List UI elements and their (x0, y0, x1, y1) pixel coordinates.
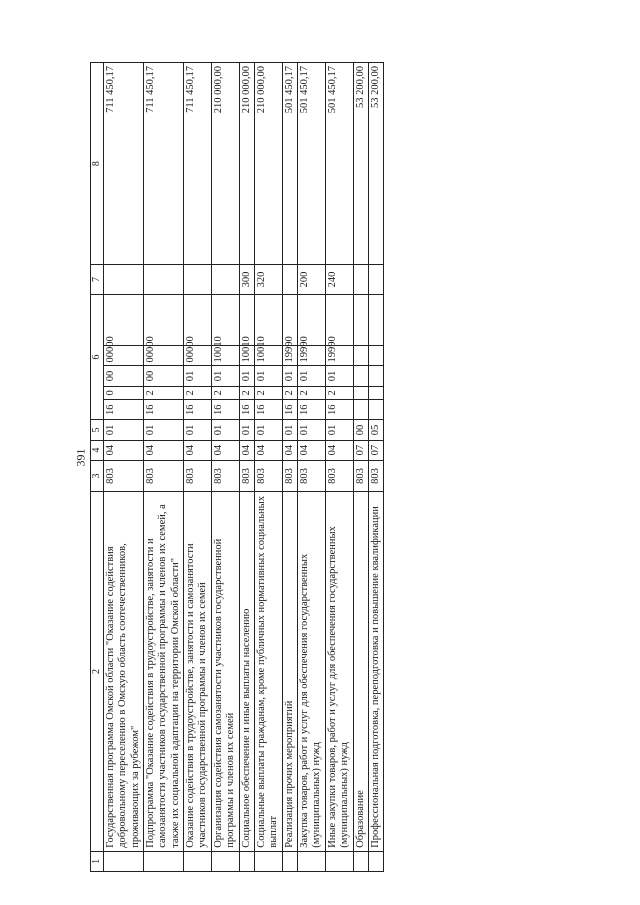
row-col-3: 803 (254, 460, 282, 491)
row-col-6-part-1: 16 (298, 400, 326, 420)
row-col-4: 07 (368, 440, 383, 460)
rotated-table-content (90, 62, 570, 872)
row-col-6-part-1: 16 (239, 400, 254, 420)
row-col-7 (353, 265, 368, 294)
row-col-6-part-1: 16 (184, 400, 212, 420)
row-col-6-part-2: 2 (239, 386, 254, 399)
row-col-3: 803 (298, 460, 326, 491)
row-col-6-part-1: 16 (325, 400, 353, 420)
row-col-7 (184, 265, 212, 294)
row-col-4: 04 (282, 440, 297, 460)
cell-col-1 (143, 851, 183, 871)
row-description: Закупка товаров, работ и услуг для обеспечения государственных (муниципальных) нужд (298, 492, 326, 852)
row-col-5: 01 (254, 420, 282, 440)
row-col-6-part-2: 0 (103, 386, 143, 399)
table-row (282, 63, 297, 872)
row-col-6-part-4: 19990 (325, 346, 353, 366)
row-col-5: 01 (298, 420, 326, 440)
row-col-6-part-2: 2 (298, 386, 326, 399)
row-col-4: 04 (103, 440, 143, 460)
row-col-7 (143, 265, 183, 294)
row-col-6-spacer (353, 294, 368, 346)
row-amount: 501 450,17 (298, 63, 326, 265)
header-col-1: 1 (91, 851, 104, 871)
row-col-7: 200 (298, 265, 326, 294)
cell-col-1 (103, 851, 143, 871)
row-col-7 (211, 265, 239, 294)
row-col-6-part-3: 01 (254, 366, 282, 386)
row-col-7 (103, 265, 143, 294)
row-col-6-part-4 (368, 346, 383, 366)
row-col-3: 803 (143, 460, 183, 491)
row-description: Социальное обеспечение и иные выплаты населению (239, 492, 254, 852)
row-col-5: 01 (282, 420, 297, 440)
page-number: 391 (73, 448, 88, 467)
row-description: Подпрограмма "Оказание содействия в трудоустройстве, занятости и самозанятости участников государственной программы и членов их семей, а также их социальной адаптации на территории Омской области" (143, 492, 183, 852)
rotated-table-frame (90, 62, 570, 872)
row-description: Социальные выплаты гражданам, кроме публичных нормативных социальных выплат (254, 492, 282, 852)
row-amount: 711 450,17 (103, 63, 143, 265)
header-col-7: 7 (91, 265, 104, 294)
header-col-2: 2 (91, 492, 104, 852)
row-col-6-part-2 (353, 386, 368, 399)
row-col-5: 01 (143, 420, 183, 440)
row-description: Оказание содействия в трудоустройстве, занятости и самозанятости участников государственной программы и членов их семей (184, 492, 212, 852)
row-col-6-part-3: 00 (103, 366, 143, 386)
header-col-8: 8 (91, 63, 104, 265)
cell-col-1 (298, 851, 326, 871)
row-col-6-part-1 (353, 400, 368, 420)
row-col-6-part-3: 01 (325, 366, 353, 386)
row-col-4: 04 (298, 440, 326, 460)
table-header-row (91, 63, 104, 872)
row-amount: 501 450,17 (282, 63, 297, 265)
row-col-6-part-4: 19990 (282, 346, 297, 366)
row-col-6-part-4: 10010 (239, 346, 254, 366)
row-col-4: 04 (325, 440, 353, 460)
row-col-5: 05 (368, 420, 383, 440)
row-amount: 501 450,17 (325, 63, 353, 265)
cell-col-1 (353, 851, 368, 871)
row-col-6-part-2: 2 (184, 386, 212, 399)
row-col-4: 04 (239, 440, 254, 460)
row-col-6-part-4: 10010 (211, 346, 239, 366)
row-col-3: 803 (239, 460, 254, 491)
row-amount: 210 000,00 (239, 63, 254, 265)
row-col-5: 01 (211, 420, 239, 440)
row-col-3: 803 (184, 460, 212, 491)
row-amount: 53 200,00 (368, 63, 383, 265)
header-col-6: 6 (91, 294, 104, 420)
row-amount: 53 200,00 (353, 63, 368, 265)
row-col-7 (368, 265, 383, 294)
row-amount: 210 000,00 (211, 63, 239, 265)
row-col-6-part-3 (368, 366, 383, 386)
row-col-6-part-1 (368, 400, 383, 420)
row-amount: 210 000,00 (254, 63, 282, 265)
row-col-6-spacer (368, 294, 383, 346)
row-col-4: 04 (211, 440, 239, 460)
cell-col-1 (184, 851, 212, 871)
row-col-3: 803 (325, 460, 353, 491)
row-col-6-part-4 (353, 346, 368, 366)
row-col-6-part-2: 2 (254, 386, 282, 399)
table-row (368, 63, 383, 872)
row-col-6-part-3: 01 (239, 366, 254, 386)
row-col-6-part-3: 01 (184, 366, 212, 386)
row-col-6-part-3: 01 (282, 366, 297, 386)
row-description: Реализация прочих мероприятий (282, 492, 297, 852)
row-description: Иные закупки товаров, работ и услуг для обеспечения государственных (муниципальных) нужд (325, 492, 353, 852)
row-col-6-part-4: 10010 (254, 346, 282, 366)
row-col-6-part-2 (368, 386, 383, 399)
row-col-6-part-4: 19990 (298, 346, 326, 366)
row-col-5: 01 (184, 420, 212, 440)
row-col-3: 803 (353, 460, 368, 491)
row-col-7: 320 (254, 265, 282, 294)
row-col-3: 803 (103, 460, 143, 491)
table-row (143, 63, 183, 872)
cell-col-1 (239, 851, 254, 871)
row-col-6-part-2: 2 (282, 386, 297, 399)
row-col-6-part-1: 16 (282, 400, 297, 420)
budget-table (90, 62, 384, 872)
row-description: Профессиональная подготовка, переподготовка и повышение квалификации (368, 492, 383, 852)
row-col-6-part-1: 16 (211, 400, 239, 420)
row-col-4: 04 (254, 440, 282, 460)
row-col-7 (282, 265, 297, 294)
row-col-6-part-2: 2 (325, 386, 353, 399)
row-description: Государственная программа Омской области "Оказание содействия добровольному переселению в Омскую область соотечественников, проживающих за рубежом" (103, 492, 143, 852)
table-row (239, 63, 254, 872)
table-row (325, 63, 353, 872)
header-col-5: 5 (91, 420, 104, 440)
row-col-4: 07 (353, 440, 368, 460)
header-col-3: 3 (91, 460, 104, 491)
row-col-6-part-3: 00 (143, 366, 183, 386)
row-col-3: 803 (282, 460, 297, 491)
row-col-6-part-2: 2 (211, 386, 239, 399)
row-col-3: 803 (368, 460, 383, 491)
row-col-7: 300 (239, 265, 254, 294)
table-row (211, 63, 239, 872)
row-col-4: 04 (143, 440, 183, 460)
cell-col-1 (211, 851, 239, 871)
row-col-6-part-1: 16 (103, 400, 143, 420)
row-col-6-part-4: 00000 (103, 346, 143, 366)
row-col-6-part-1: 16 (143, 400, 183, 420)
row-col-6-part-4: 00000 (143, 346, 183, 366)
row-col-7: 240 (325, 265, 353, 294)
row-col-6-part-3: 01 (211, 366, 239, 386)
row-col-6-part-2: 2 (143, 386, 183, 399)
cell-col-1 (368, 851, 383, 871)
row-description: Организация содействия самозанятости участников государственной программы и членов их семей (211, 492, 239, 852)
row-col-6-part-4: 00000 (184, 346, 212, 366)
table-row (298, 63, 326, 872)
row-col-6-part-3 (353, 366, 368, 386)
cell-col-1 (325, 851, 353, 871)
row-amount: 711 450,17 (184, 63, 212, 265)
row-col-5: 01 (325, 420, 353, 440)
row-description: Образование (353, 492, 368, 852)
row-col-5: 01 (103, 420, 143, 440)
row-col-3: 803 (211, 460, 239, 491)
row-col-6-part-1: 16 (254, 400, 282, 420)
cell-col-1 (282, 851, 297, 871)
header-col-4: 4 (91, 440, 104, 460)
table-row (353, 63, 368, 872)
row-amount: 711 450,17 (143, 63, 183, 265)
row-col-5: 01 (239, 420, 254, 440)
row-col-6-part-3: 01 (298, 366, 326, 386)
table-row (103, 63, 143, 872)
cell-col-1 (254, 851, 282, 871)
table-row (254, 63, 282, 872)
table-row (184, 63, 212, 872)
row-col-5: 00 (353, 420, 368, 440)
row-col-4: 04 (184, 440, 212, 460)
